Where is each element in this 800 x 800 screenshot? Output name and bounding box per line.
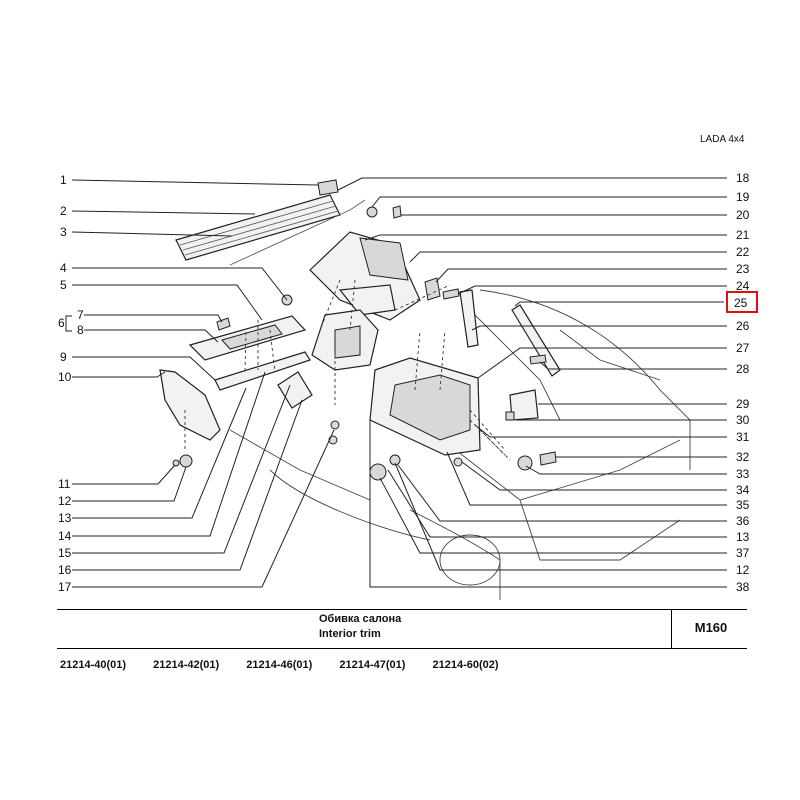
callout-23: 23 <box>736 262 750 276</box>
callout-11: 11 <box>58 477 71 491</box>
callout-21: 21 <box>736 228 750 242</box>
callout-29: 29 <box>736 397 750 411</box>
callout-13-right: 13 <box>736 530 750 544</box>
callout-14: 14 <box>58 529 72 543</box>
callout-25: 25 <box>734 296 748 310</box>
callout-19: 19 <box>736 190 750 204</box>
pillar-trim <box>310 232 420 320</box>
callout-9: 9 <box>60 350 67 364</box>
title-divider <box>671 610 672 648</box>
callout-15: 15 <box>58 546 72 560</box>
callout-4: 4 <box>60 261 67 275</box>
callout-26: 26 <box>736 319 750 333</box>
variant-item: 21214-60(02) <box>432 659 499 671</box>
callout-34: 34 <box>736 483 750 497</box>
callout-numbers-right <box>734 171 750 594</box>
callout-5: 5 <box>60 278 67 292</box>
callout-8: 8 <box>77 323 84 337</box>
callout-27: 27 <box>736 341 750 355</box>
title-block <box>57 609 747 649</box>
callout-2: 2 <box>60 204 67 218</box>
callout-36: 36 <box>736 514 750 528</box>
callout-24: 24 <box>736 279 750 293</box>
callout-22: 22 <box>736 245 750 259</box>
callout-30: 30 <box>736 413 750 427</box>
highlight-box <box>726 291 758 313</box>
callout-35: 35 <box>736 498 750 512</box>
callout-12-right: 12 <box>736 563 750 577</box>
section-code: M160 <box>694 620 728 635</box>
quarter-panel-trim <box>312 310 378 370</box>
rear-door-trim <box>370 358 480 480</box>
callout-31: 31 <box>736 430 750 444</box>
callout-17: 17 <box>58 580 72 594</box>
callout-3: 3 <box>60 225 67 239</box>
callout-7: 7 <box>77 308 84 322</box>
callout-37: 37 <box>736 546 750 560</box>
callout-28: 28 <box>736 362 750 376</box>
callout-20: 20 <box>736 208 750 222</box>
callout-numbers-left <box>58 173 84 594</box>
callout-10: 10 <box>58 370 72 384</box>
callout-18: 18 <box>736 171 750 185</box>
variant-item: 21214-40(01) <box>60 659 127 671</box>
callout-16: 16 <box>58 563 72 577</box>
lid-panel <box>278 372 339 444</box>
title-russian: Обивка салона <box>319 613 402 625</box>
callout-12: 12 <box>58 494 72 508</box>
model-variants <box>60 659 523 671</box>
title-english: Interior trim <box>319 628 381 640</box>
model-label: LADA 4x4 <box>700 134 745 145</box>
callout-32: 32 <box>736 450 750 464</box>
callout-6: 6 <box>58 316 65 330</box>
variant-item: 21214-42(01) <box>153 659 220 671</box>
callout-38: 38 <box>736 580 750 594</box>
side-panel-left <box>160 370 220 467</box>
variant-item: 21214-47(01) <box>339 659 406 671</box>
callout-1: 1 <box>60 173 67 187</box>
callout-13: 13 <box>58 511 72 525</box>
variant-item: 21214-46(01) <box>246 659 313 671</box>
callout-33: 33 <box>736 467 750 481</box>
